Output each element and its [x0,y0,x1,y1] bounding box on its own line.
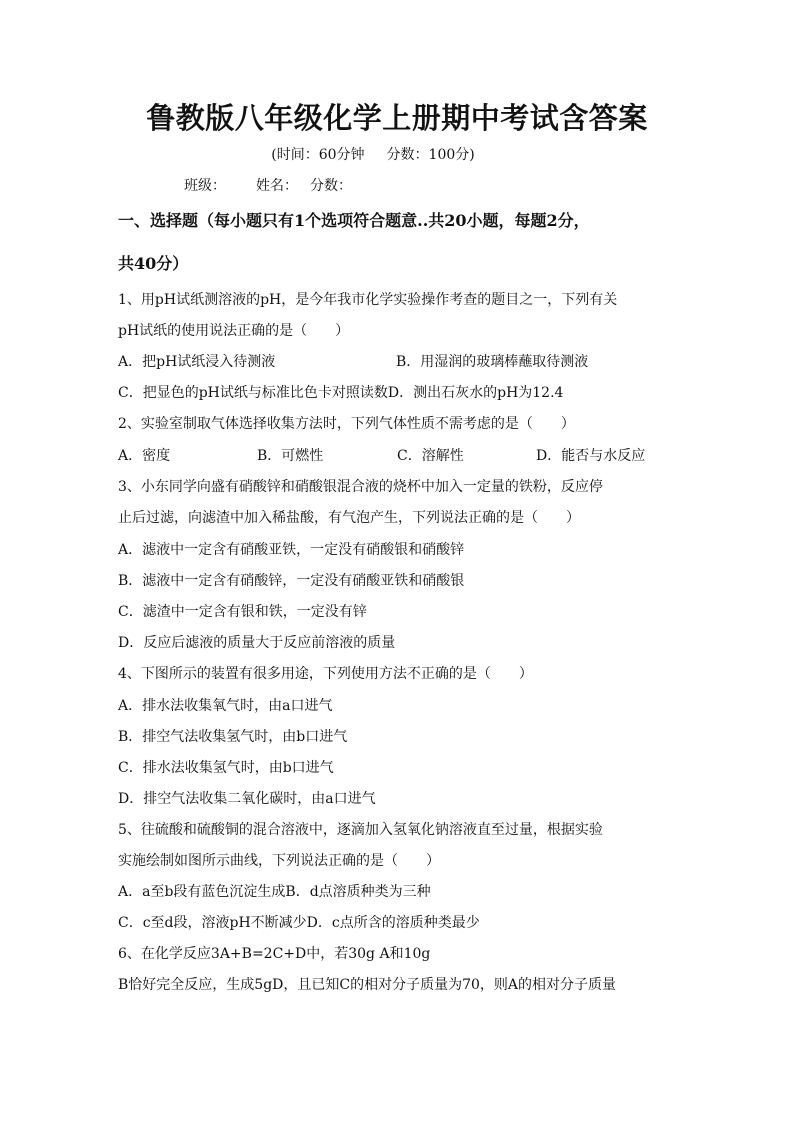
name-label: 姓名： [256,178,298,194]
q5-stem-line2: 实施绘制如图所示曲线，下列说法正确的是（ ） [118,853,440,869]
q3-stem-line1: 3、小东同学向盛有硝酸锌和硝酸银混合液的烧杯中加入一定量的铁粉，反应停 [118,479,603,495]
q1-stem-line2: pH试纸的使用说法正确的是（ ） [118,323,350,339]
q1-options-cd: C．把显色的pH试纸与标准比色卡对照读数D．测出石灰水的pH为12.4 [118,385,564,401]
q4-option-d: D．排空气法收集二氧化碳时，由a口进气 [118,791,376,807]
q2-stem: 2、实验室制取气体选择收集方法时，下列气体性质不需考虑的是（ ） [118,416,575,432]
time-info: (时间：60分钟 [271,147,365,163]
class-label: 班级： [184,178,226,194]
q1-option-b: B．用湿润的玻璃棒蘸取待测液 [396,354,589,370]
q4-option-c: C．排水法收集氢气时，由b口进气 [118,760,334,776]
q1-stem-line1: 1、用pH试纸测溶液的pH，是今年我市化学实验操作考查的题目之一，下列有关 [118,292,618,308]
q2-option-d: D．能否与水反应 [536,448,646,464]
page-title: 鲁教版八年级化学上册期中考试含答案 [146,101,648,135]
q3-option-b: B．滤液中一定含有硝酸锌，一定没有硝酸亚铁和硝酸银 [118,573,465,589]
q3-option-c: C．滤渣中一定含有银和铁，一定没有锌 [118,604,367,620]
q5-options-cd: C．c至d段，溶液pH不断减少D．c点所含的溶质种类最少 [118,915,480,931]
q2-option-b: B．可燃性 [257,448,324,464]
q4-option-b: B．排空气法收集氢气时，由b口进气 [118,729,348,745]
section-heading-line2: 共40分） [118,254,189,273]
student-info-line [184,176,352,196]
q3-option-a: A．滤液中一定含有硝酸亚铁，一定没有硝酸银和硝酸锌 [118,542,465,558]
q1-option-a: A．把pH试纸浸入待测液 [118,354,276,370]
q6-stem-line2: B恰好完全反应，生成5gD，且已知C的相对分子质量为70，则A的相对分子质量 [118,977,617,993]
q6-stem-line1: 6、在化学反应3A+B=2C+D中，若30g A和10g [118,946,431,962]
section-heading-line1: 一、选择题（每小题只有1个选项符合题意..共20小题，每题2分， [118,211,590,230]
q4-option-a: A．排水法收集氧气时，由a口进气 [118,698,333,714]
q5-options-ab: A．a至b段有蓝色沉淀生成B．d点溶质种类为三种 [118,884,431,900]
q2-option-a: A．密度 [118,448,171,464]
exam-info [0,145,746,165]
q3-stem-line2: 止后过滤，向滤渣中加入稀盐酸，有气泡产生，下列说法正确的是（ ） [118,510,580,526]
q4-stem: 4、下图所示的装置有很多用途，下列使用方法不正确的是（ ） [118,666,533,682]
q5-stem-line1: 5、往硫酸和硫酸铜的混合溶液中，逐滴加入氢氧化钠溶液直至过量，根据实验 [118,822,603,838]
score-info: 分数：100分) [386,147,475,163]
q2-option-c: C．溶解性 [397,448,464,464]
score-label: 分数： [310,178,352,194]
q3-option-d: D．反应后滤液的质量大于反应前溶液的质量 [118,635,396,651]
